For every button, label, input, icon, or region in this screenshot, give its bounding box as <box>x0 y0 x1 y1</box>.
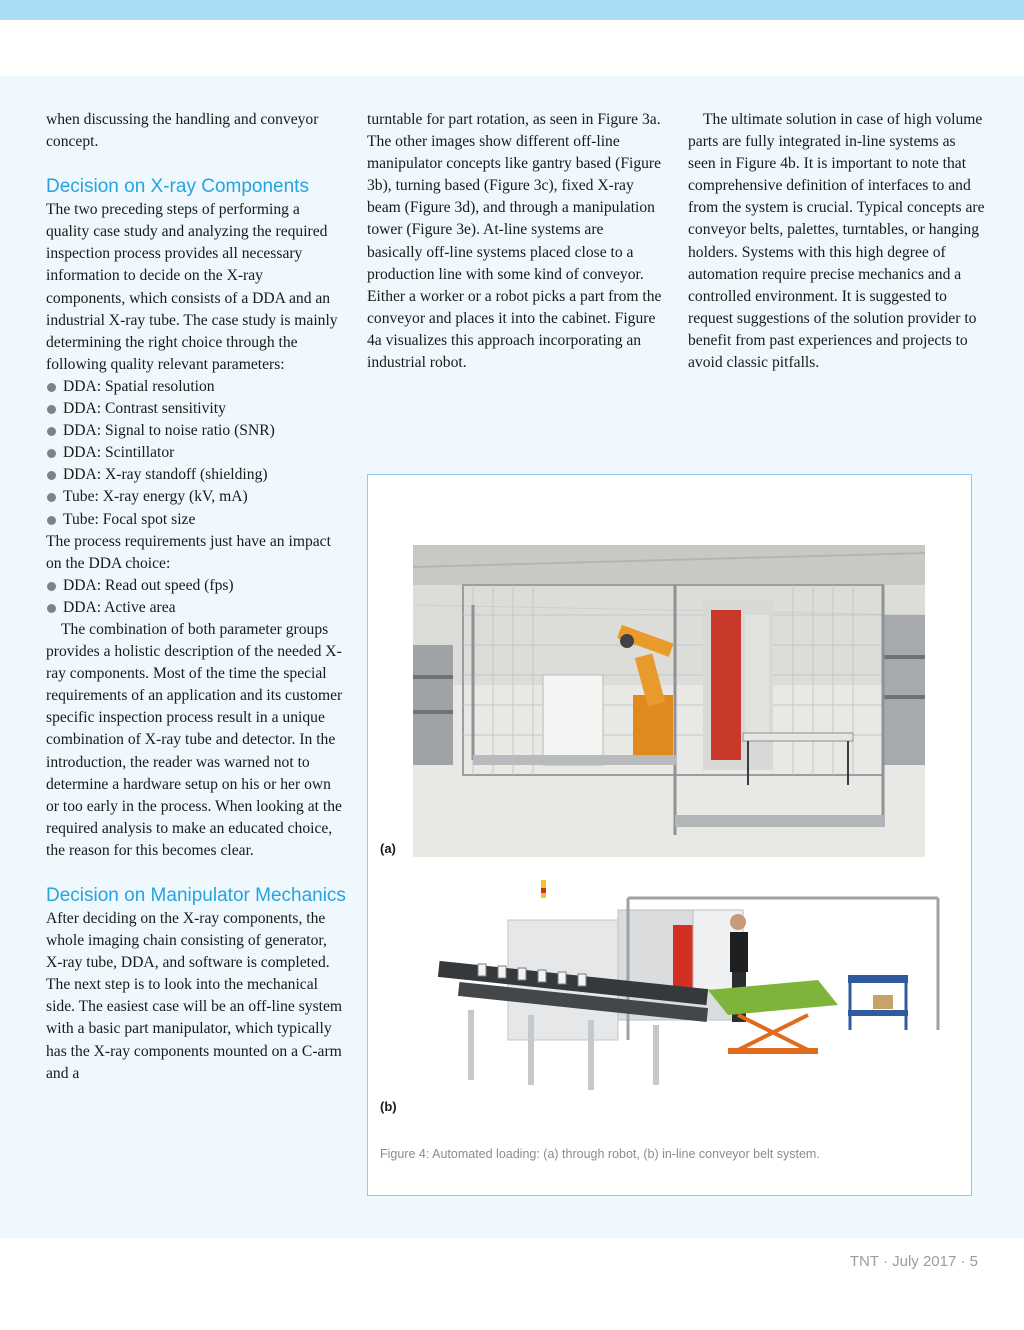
page-footer: TNT · July 2017 · 5 <box>849 1253 978 1270</box>
list-item: DDA: Active area <box>46 597 346 619</box>
paragraph: turntable for part rotation, as seen in Figure 3a. The other images show different off-line manipulator concepts like gantry based (Figure 3b), turning based (Figure 3c), fixed X-ray beam (Figure 3d), and through a manipulation tower (Figure 3e). At-line systems are basically off-line systems placed close to a production line with some kind of conveyor. Either a worker or a robot picks a part from the conveyor and places it into the cabinet. Figure 4a visualizes this approach incorporating an industrial robot. <box>367 111 662 372</box>
conveyor-illustration <box>438 880 946 1108</box>
section-heading-manipulator-mechanics: Decision on Manipulator Mechanics <box>46 885 346 906</box>
paragraph: The process requirements just have an impact on the DDA choice: <box>46 532 331 572</box>
text-column-2 <box>367 109 662 374</box>
figure-label-b: (b) <box>380 1099 397 1114</box>
section-heading-xray-components: Decision on X-ray Components <box>46 176 309 198</box>
robot-cell-photo <box>413 545 925 857</box>
paragraph: The two preceding steps of performing a quality case study and analyzing the required inspection process provides all necessary information to decide on the X-ray components, which consists of a DDA and an industrial X-ray tube. The case study is mainly determining the right choice through the following quality relevant parameters: <box>46 201 338 373</box>
robot-cell-illustration <box>413 545 925 857</box>
text-column-3 <box>688 109 986 374</box>
conveyor-line-photo <box>438 880 946 1108</box>
list-item: DDA: Spatial resolution <box>46 376 346 398</box>
figure-label-a: (a) <box>380 841 396 856</box>
figure-caption: Figure 4: Automated loading: (a) through robot, (b) in-line conveyor belt system. <box>380 1147 820 1161</box>
list-item: DDA: Signal to noise ratio (SNR) <box>46 420 346 442</box>
paragraph: The ultimate solution in case of high volume parts are fully integrated in-line systems as seen in Figure 4b. It is important to note that comprehensive definition of interfaces to and from the system is crucial. Typical concepts are conveyor belts, palettes, turntables, or hanging holders. Systems with this high degree of automation require precise mechanics and a controlled environment. It is suggested to request suggestions of the solution provider to benefit from past experiences and projects to avoid classic pitfalls. <box>688 111 985 372</box>
paragraph: The combination of both parameter groups provides a holistic description of the needed X-ray components. Most of the time the special requirements of an application and its customer specific inspection process result in a unique combination of X-ray tube and detector. In the introduction, the reader was warned not to determine a hardware setup on his or her own or too early in the process. When looking at the required analysis to make an educated choice, the reason for this becomes clear. <box>46 620 343 859</box>
parameter-list <box>46 376 346 531</box>
list-item: DDA: X-ray standoff (shielding) <box>46 464 346 486</box>
intro-paragraph: when discussing the handling and conveyor concept. <box>46 111 319 151</box>
list-item: DDA: Contrast sensitivity <box>46 398 346 420</box>
top-color-band <box>0 0 1024 20</box>
text-column-1 <box>46 109 346 1085</box>
list-item: Tube: Focal spot size <box>46 509 346 531</box>
process-requirement-list <box>46 575 346 619</box>
list-item: DDA: Read out speed (fps) <box>46 575 346 597</box>
figure-4 <box>367 474 972 1196</box>
list-item: DDA: Scintillator <box>46 442 346 464</box>
paragraph: After deciding on the X-ray components, the whole imaging chain consisting of generator, X-ray tube, DDA, and software is completed. The next step is to look into the mechanical side. The easiest case will be an off-line system with a basic part manipulator, which typically has the X-ray components mounted on a C-arm and a <box>46 910 343 1082</box>
list-item: Tube: X-ray energy (kV, mA) <box>46 486 346 508</box>
